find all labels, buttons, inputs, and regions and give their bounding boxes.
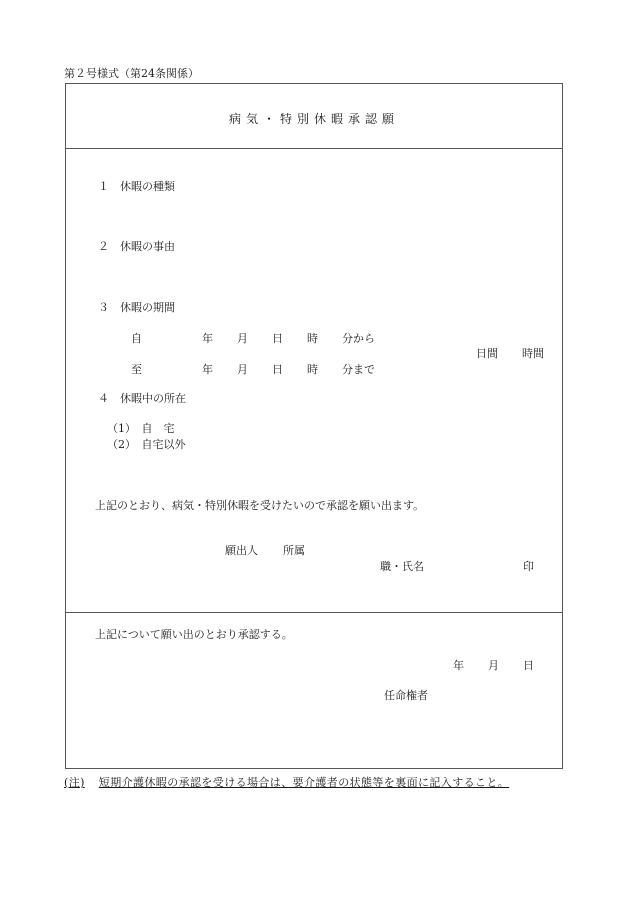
approval-statement: 上記について願い出のとおり承認する。 [95,628,293,641]
from-minute-suffix: 分から [342,332,375,345]
to-hour-unit: 時 [307,363,318,376]
approval-divider [65,612,563,613]
from-day-unit: 日 [272,332,283,345]
approval-month-unit: 月 [488,659,499,672]
title-divider [65,148,563,149]
leave-location-label: ４ 休暇中の所在 [98,392,186,405]
from-year-unit: 年 [202,332,213,345]
footnote [64,774,509,790]
to-year-unit: 年 [202,363,213,376]
applicant-label: 願出人 [225,544,258,557]
approval-year-unit: 年 [453,659,464,672]
applicant-seal-mark: 印 [523,560,534,573]
appointing-authority-label: 任命権者 [384,689,428,702]
leave-type-label: １ 休暇の種類 [98,180,175,193]
to-month-unit: 月 [237,363,248,376]
footnote-text: 短期介護休暇の承認を受ける場合は、要介護者の状態等を裏面に記入すること。 [98,776,510,789]
from-hour-unit: 時 [307,332,318,345]
to-day-unit: 日 [272,363,283,376]
footnote-prefix: (注) [64,776,85,789]
leave-reason-label: ２ 休暇の事由 [98,240,175,253]
form-number-header: 第２号様式（第24条関係） [64,67,199,80]
location-option-home: （1） 自 宅 [107,422,175,435]
total-hours-unit: 時間 [522,347,544,360]
period-from-label: 自 [131,332,142,345]
from-month-unit: 月 [237,332,248,345]
total-days-unit: 日間 [476,347,498,360]
period-to-label: 至 [131,363,142,376]
request-statement: 上記のとおり、病気・特別休暇を受けたいので承認を願い出ます。 [95,499,425,512]
location-option-other: （2） 自宅以外 [107,438,186,451]
applicant-name-label: 職・氏名 [380,560,424,573]
approval-day-unit: 日 [523,659,534,672]
form-title: 病気・特別休暇承認願 [228,112,399,126]
to-minute-suffix: 分まで [342,363,375,376]
applicant-affiliation-label: 所属 [283,544,305,557]
leave-period-label: ３ 休暇の期間 [98,301,175,314]
